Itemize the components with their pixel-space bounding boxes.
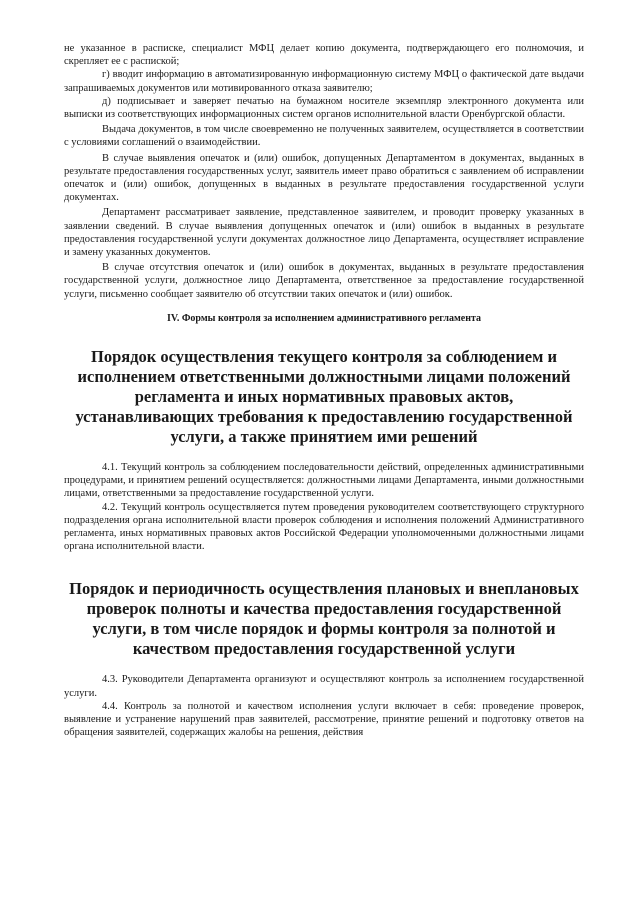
paragraph-4-2: 4.2. Текущий контроль осуществляется путем проведения руководителем соответствующего структурного подразделения органа исполнительной власти проверок соблюдения и исполнения положений Административного регламента, иных нормативных правовых актов Российской Федерации уполномоченными должностными лицами органа исполнительной власти. [64, 501, 584, 553]
paragraph-4-4: 4.4. Контроль за полнотой и качеством исполнения услуги включает в себя: проведение проверок, выявление и устранение нарушений прав заявителей, рассмотрение, принятие решений и подготовку ответов на обращения заявителей, содержащих жалобы на решения, действия [64, 700, 584, 739]
list-item-d: д) подписывает и заверяет печатью на бумажном носителе экземпляр электронного документа или выписки из соответствующих информационных систем органов исполнительной власти Оренбургской области. [64, 95, 584, 121]
middle-text-block [64, 461, 584, 553]
top-text-block [64, 42, 584, 301]
heading-current-control: Порядок осуществления текущего контроля за соблюдением и исполнением ответственными должностными лицами положений регламента и иных нормативных правовых актов, устанавливающих требования к предоставлению государственной услуги, а также принятием ими решений [75, 347, 573, 447]
paragraph-4-3: 4.3. Руководители Департамента организуют и осуществляют контроль за исполнением государственной услуги. [64, 674, 584, 699]
bottom-text-block [64, 673, 584, 739]
paragraph-4-1: 4.1. Текущий контроль за соблюдением последовательности действий, определенных административными процедурами, и принятием решений осуществляется: должностными лицами Департамента, иными должностными лицами, ответственными за предоставление государственной услуги. [64, 462, 584, 500]
paragraph-continuation: не указанное в расписке, специалист МФЦ делает копию документа, подтверждающего его полномочия, и скрепляет ее с распиской; [64, 43, 584, 68]
paragraph-issuance: Выдача документов, в том числе своевременно не полученных заявителем, осуществляется в соответствии с условиями соглашений о взаимодействии. [64, 124, 584, 149]
paragraph-no-errors: В случае отсутствия опечаток и (или) ошибок в документах, выданных в результате предоставления государственной услуги, должностное лицо Департамента, ответственное за предоставление государственной услуги, письменно сообщает заявителю об отсутствии таких опечаток и (или) ошибок. [64, 262, 584, 300]
paragraph-errors: В случае выявления опечаток и (или) ошибок, допущенных Департаментом в документах, выданных в результате предоставления государственных услуг, заявитель имеет право обратиться с заявлением об исправлении опечаток и (или) ошибок, допущенных в выданных в результате предоставления государственной услуги документах. [64, 152, 584, 204]
section-title: IV. Формы контроля за исполнением административного регламента [167, 312, 481, 324]
heading-inspections: Порядок и периодичность осуществления плановых и внеплановых проверок полноты и качества предоставления государственной услуги, в том числе порядок и формы контроля за полнотой и качеством предоставления государственной услуги [69, 579, 579, 659]
list-item-g: г) вводит информацию в автоматизированную информационную систему МФЦ о фактической дате выдачи запрашиваемых документов или мотивированного отказа заявителю; [64, 69, 584, 94]
paragraph-review: Департамент рассматривает заявление, представленное заявителем, и проводит проверку указанных в заявлении сведений. В случае выявления допущенных опечаток и (или) ошибок в выданных в результате предоставления государственной услуги документах должностное лицо Департамента, осуществляет исправление и замену указанных документов. [64, 207, 584, 259]
